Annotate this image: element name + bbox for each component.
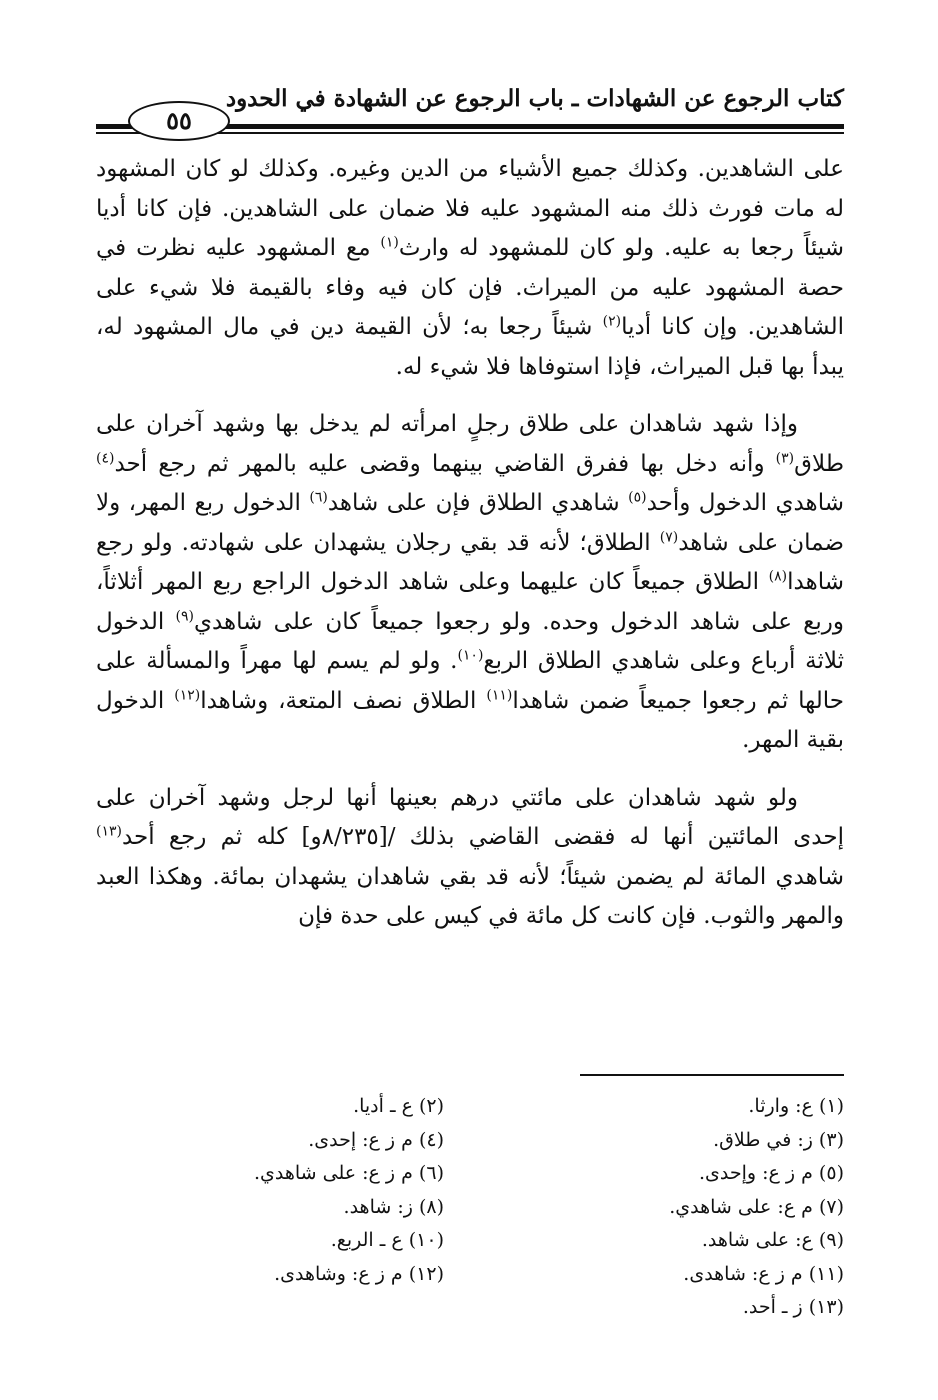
- footnote-item: (١١) م ز ع: شاهدى.: [683, 1262, 844, 1285]
- footnote-ref: (١٢): [174, 686, 201, 703]
- footnote-ref: (١): [380, 234, 399, 251]
- footnote-item: (١٢) م ز ع: وشاهدى.: [274, 1262, 444, 1285]
- footnote-item: (١٣) ز ـ أحد.: [742, 1296, 844, 1318]
- footnote-item: (٥) م ز ع: وإحدى.: [699, 1162, 844, 1184]
- footnote-item: (٣) ز: في طلاق.: [713, 1128, 844, 1151]
- footnote-item: (٤) م ز ع: إحدى.: [308, 1128, 444, 1151]
- footnote-item: (١٠) ع ـ الربع.: [330, 1229, 444, 1251]
- footnote-ref: (١٣): [96, 823, 122, 840]
- footnote-ref: (٨): [768, 568, 788, 585]
- running-header-title: كتاب الرجوع عن الشهادات ـ باب الرجوع عن الشهادة في الحدود: [225, 85, 844, 112]
- paragraph-2: وإذا شهد شاهدان على طلاق رجلٍ امرأته لم يدخل بها وشهد آخران على طلاق$^{(٣)}$ وأنه دخل بها ففرق القاضي بينهما وقضى عليه بالمهر ثم رجع أحد$^{(٤)}$ شاهدي الدخول وأحد$^{(٥)}$ شاهدي الطلاق فإن على شاهد$^{(٦)}$ الدخول ربع المهر، ولا ضمان على شاهد$^{(٧)}$ الطلاق؛ لأنه قد بقي رجلان يشهدان على شهادته. ولو رجع شاهدا$^{(٨)}$ الطلاق جميعاً كان عليهما وعلى شاهد الدخول الراجع ربع المهر أثلاثاً، وربع على شاهد الدخول وحده. ولو رجعوا جميعاً كان على شاهدي$^{(٩)}$ الدخول ثلاثة أرباع وعلى شاهدي الطلاق الربع$^{(١٠)}$. ولو لم يسم لها مهراً والمسألة على حالها ثم رجعوا جميعاً ضمن شاهدا$^{(١١)}$ الطلاق نصف المتعة، وشاهدا$^{(١٢)}$ الدخول بقية المهر.: [96, 411, 845, 753]
- footnote-item: (٨) ز: شاهد.: [343, 1195, 444, 1218]
- footnote-ref: (١١): [486, 686, 513, 703]
- page-number: ٥٥: [128, 101, 230, 141]
- footnote-item: (٧) م ع: على شاهدي.: [669, 1195, 844, 1218]
- footnote-ref: (٧): [659, 528, 679, 545]
- footnote-item: (٦) م ز ع: على شاهدي.: [253, 1162, 444, 1184]
- footnote-item: (١) ع: وارثا.: [748, 1095, 844, 1117]
- body-text: [96, 150, 844, 955]
- footnotes: [170, 1090, 844, 1330]
- footnotes-column-right: [524, 1090, 844, 1325]
- footnote-ref: (٤): [96, 449, 115, 466]
- footnote-item: (٩) ع: على شاهد.: [701, 1229, 844, 1251]
- footnote-ref: (١٠): [457, 647, 484, 664]
- footnote-ref: (٣): [775, 449, 795, 466]
- footnote-ref: (٥): [628, 489, 647, 506]
- footnotes-column-left: [124, 1090, 444, 1291]
- footnote-item: (٢) ع ـ أديا.: [353, 1095, 444, 1117]
- footnote-ref: (٩): [175, 607, 194, 624]
- footnote-ref: (٦): [309, 489, 328, 506]
- footnote-separator: [580, 1074, 844, 1076]
- footnote-ref: (٢): [602, 313, 622, 330]
- paragraph-3: ولو شهد شاهدان على مائتي درهم بعينها أنها لرجل وشهد آخران على إحدى المائتين أنها له فقضى القاضي بذلك /[٨/٢٣٥و] كله ثم رجع أحد$^{(١٣)}$ شاهدي المائة لم يضمن شيئاً؛ لأنه قد بقي شاهدان يشهدان بمائة. وهكذا العبد والمهر والثوب. فإن كانت كل مائة في كيس على حدة فإن: [96, 784, 844, 929]
- paragraph-1: على الشاهدين. وكذلك جميع الأشياء من الدين وغيره. وكذلك لو كان المشهود له مات فورث ذلك منه المشهود عليه فلا ضمان على الشاهدين. فإن كانا أديا شيئاً رجعا به عليه. ولو كان للمشهود له وارث$^{(١)}$ مع المشهود عليه نظرت في حصة المشهود عليه من الميراث. فإن كان فيه وفاء بالقيمة فلا شيء على الشاهدين. وإن كانا أديا$^{(٢)}$ شيئاً رجعا به؛ لأن القيمة دين في مال المشهود له، يبدأ بها قبل الميراث، فإذا استوفاها فلا شيء له.: [96, 156, 844, 380]
